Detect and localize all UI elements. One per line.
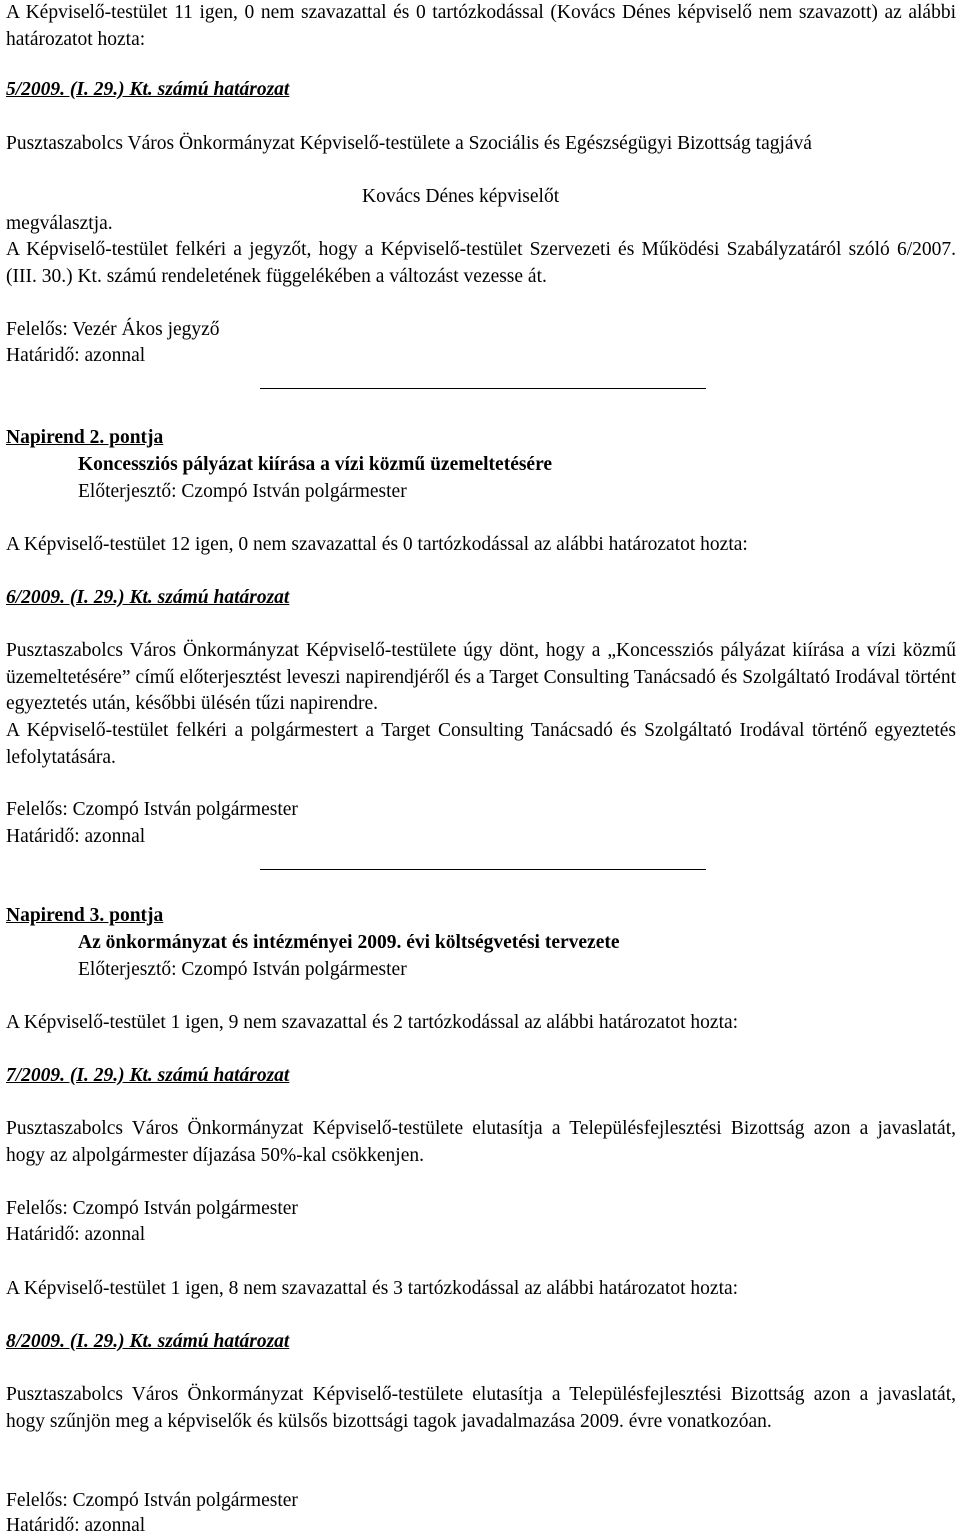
agenda-2-title: Koncessziós pályázat kiírása a vízi közmű üzemeltetésére bbox=[78, 454, 553, 475]
resolution-7-title: 7/2009. (I. 29.) Kt. számú határozat bbox=[6, 1065, 290, 1086]
agenda-2-label: Napirend 2. pontja bbox=[6, 427, 164, 448]
resolution-6-responsible: Felelős: Czompó István polgármester bbox=[6, 799, 298, 820]
resolution-7-deadline: Határidő: azonnal bbox=[6, 1224, 146, 1245]
vote-statement-1: A Képviselő-testület 11 igen, 0 nem szavazattal és 0 tartózkodással (Kovács Dénes képviselő nem szavazott) az alábbi határozatot hozta: bbox=[6, 2, 956, 50]
vote-statement-3: A Képviselő-testület 1 igen, 9 nem szavazattal és 2 tartózkodással az alábbi határozatot hozta: bbox=[6, 1012, 739, 1033]
resolution-8-title: 8/2009. (I. 29.) Kt. számú határozat bbox=[6, 1331, 290, 1352]
resolution-5-text-1: Pusztaszabolcs Város Önkormányzat Képviselő-testülete a Szociális és Egészségügyi Bizottság tagjává bbox=[6, 133, 812, 154]
vote-statement-4: A Képviselő-testület 1 igen, 8 nem szavazattal és 3 tartózkodással az alábbi határozatot hozta: bbox=[6, 1278, 739, 1299]
resolution-8-responsible: Felelős: Czompó István polgármester bbox=[6, 1490, 298, 1511]
resolution-5-text-3: A Képviselő-testület felkéri a jegyzőt, hogy a Képviselő-testület Szervezeti és Működési Szabályzatáról szóló 6/2007. (III. 30.) Kt. számú rendeletének függelékében a változást vezesse át. bbox=[6, 239, 956, 287]
agenda-3-title: Az önkormányzat és intézményei 2009. évi költségvetési tervezete bbox=[78, 932, 620, 953]
agenda-2-presenter: Előterjesztő: Czompó István polgármester bbox=[78, 481, 407, 502]
resolution-6-deadline: Határidő: azonnal bbox=[6, 826, 146, 847]
resolution-8-body: Pusztaszabolcs Város Önkormányzat Képviselő-testülete elutasítja a Településfejlesztési Bizottság azon a javaslatát, hogy szűnjön meg a képviselők és külsős bizottsági tagok javadalmazása 2009. évre vonatkozóan. bbox=[6, 1384, 956, 1432]
agenda-3-label: Napirend 3. pontja bbox=[6, 905, 164, 926]
vote-statement-2: A Képviselő-testület 12 igen, 0 nem szavazattal és 0 tartózkodással az alábbi határozatot hozta: bbox=[6, 534, 748, 555]
resolution-5-text-2: megválasztja. bbox=[6, 213, 113, 234]
section-divider-2 bbox=[260, 869, 706, 870]
agenda-3-presenter: Előterjesztő: Czompó István polgármester bbox=[78, 959, 407, 980]
resolution-5-title: 5/2009. (I. 29.) Kt. számú határozat bbox=[6, 79, 290, 100]
resolution-5-responsible: Felelős: Vezér Ákos jegyző bbox=[6, 319, 220, 340]
section-divider-1 bbox=[260, 388, 706, 389]
resolution-6-body-2: A Képviselő-testület felkéri a polgármestert a Target Consulting Tanácsadó és Szolgáltató Irodával történő egyeztetés lefolytatására. bbox=[6, 720, 956, 768]
resolution-7-body: Pusztaszabolcs Város Önkormányzat Képviselő-testülete elutasítja a Településfejlesztési Bizottság azon a javaslatát, hogy az alpolgármester díjazása 50%-kal csökkenjen. bbox=[6, 1118, 956, 1166]
resolution-8-deadline: Határidő: azonnal bbox=[6, 1515, 146, 1536]
resolution-6-body-1: Pusztaszabolcs Város Önkormányzat Képviselő-testülete úgy dönt, hogy a „Koncessziós pályázat kiírása a vízi közmű üzemeltetésére” című előterjesztést leveszi napirendjéről és a Target Consulting Tanácsadó és Szolgáltató Irodával történt egyeztetés után, későbbi ülésén tűzi napirendre. bbox=[6, 640, 956, 714]
resolution-7-responsible: Felelős: Czompó István polgármester bbox=[6, 1198, 298, 1219]
resolution-5-elected-name: Kovács Dénes képviselőt bbox=[362, 186, 560, 207]
resolution-6-title: 6/2009. (I. 29.) Kt. számú határozat bbox=[6, 587, 290, 608]
resolution-5-deadline: Határidő: azonnal bbox=[6, 345, 146, 366]
